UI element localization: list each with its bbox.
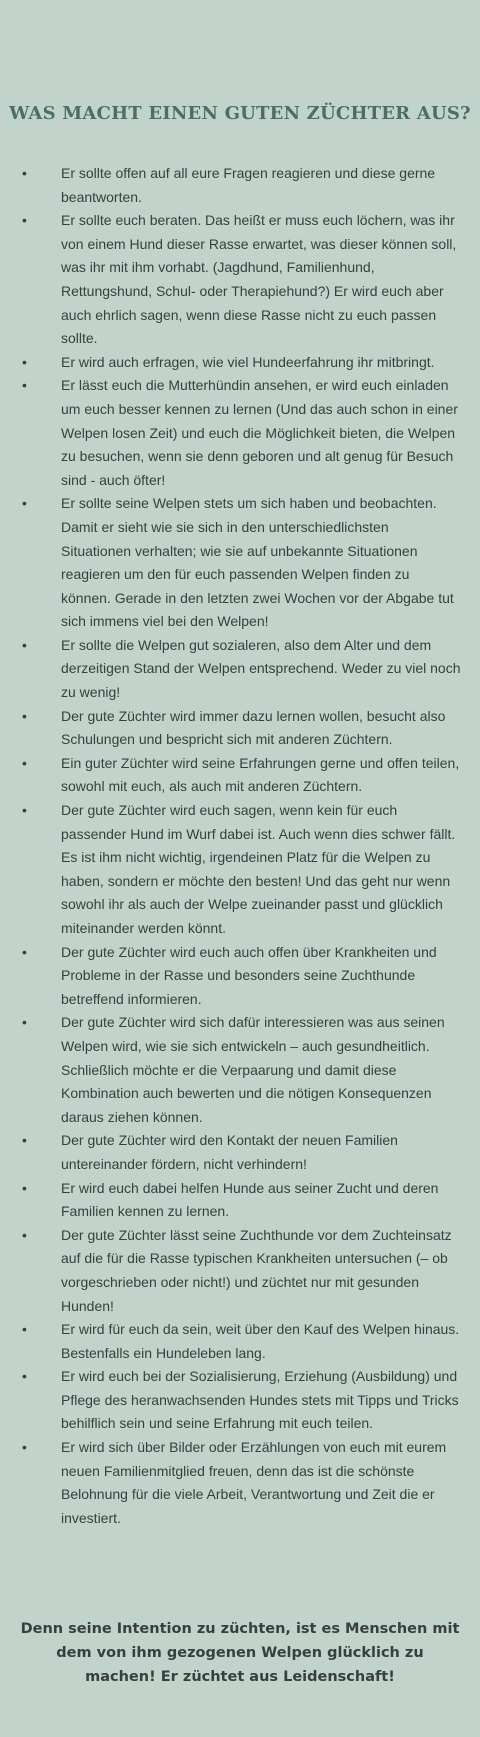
list-item-text: Er wird euch dabei helfen Hunde aus seiner Zucht und deren Familien kennen zu lernen. [61, 1179, 439, 1220]
bullet-icon: • [22, 1321, 27, 1338]
list-item [0, 492, 480, 634]
bullet-icon: • [22, 495, 27, 512]
list-item-text: Er wird sich über Bilder oder Erzählungen von euch mit eurem neuen Familienmitglied freuen, denn das ist die schönste Belohnung für die viele Arbeit, Verantwortung und Zeit die er investiert. [61, 1439, 447, 1526]
list-item [0, 1177, 480, 1224]
bullet-icon: • [22, 1368, 27, 1385]
list-item-text: Er sollte die Welpen gut sozialeren, also dem Alter und dem derzeitigen Stand der Welpen entsprechend. Weder zu viel noch zu wenig! [61, 636, 461, 701]
list-item [0, 705, 480, 752]
list-item [0, 1011, 480, 1129]
list-item-text: Der gute Züchter wird euch auch offen über Krankheiten und Probleme in der Rasse und besonders seine Zuchthunde betreffend informieren. [61, 943, 437, 1007]
list-item [0, 941, 480, 1012]
bullet-icon: • [22, 1014, 27, 1031]
bullet-icon: • [22, 636, 27, 653]
list-item-text: Ein guter Züchter wird seine Erfahrungen gerne und offen teilen, sowohl mit euch, als auch mit anderen Züchtern. [61, 754, 460, 795]
list-item [0, 1365, 480, 1436]
list-item [0, 374, 480, 492]
list-item [0, 1224, 480, 1318]
criteria-list [0, 162, 480, 1530]
list-item-text: Er wird für euch da sein, weit über den Kauf des Welpen hinaus. Bestenfalls ein Hundeleben lang. [61, 1321, 460, 1361]
list-item [0, 752, 480, 799]
bullet-icon: • [22, 377, 27, 394]
list-item [0, 634, 480, 705]
bullet-icon: • [22, 1132, 27, 1149]
list-item [0, 1318, 480, 1365]
list-item-text: Er wird auch erfragen, wie viel Hundeerfahrung ihr mitbringt. [61, 353, 435, 370]
list-item [0, 1436, 480, 1530]
list-item-text: Er wird euch bei der Sozialisierung, Erziehung (Ausbildung) und Pflege des heranwachsenden Hundes stets mit Tipps und Tricks behilflich sein und seine Erfahrung mit euch teilen. [61, 1368, 459, 1432]
list-item-text: Der gute Züchter wird immer dazu lernen wollen, besucht also Schulungen und bespricht sich mit anderen Züchtern. [61, 707, 446, 748]
list-item [0, 209, 480, 351]
list-item-text: Der gute Züchter wird sich dafür interessieren was aus seinen Welpen wird, wie sie sich entwickeln – auch gesundheitlich. Schließlich möchte er die Verpaarung und damit diese Kombination auch bewerten und die nötigen Konsequenzen daraus ziehen können. [61, 1014, 445, 1125]
list-item-text: Er sollte seine Welpen stets um sich haben und beobachten. Damit er sieht wie sie sich in den unterschiedlichsten Situationen verhalten; wie sie auf unbekannte Situationen reagieren um den für euch passenden Welpen finden zu können. Gerade in den letzten zwei Wochen vor der Abgabe tut sich immens viel bei den Welpen! [61, 495, 454, 630]
bullet-icon: • [22, 165, 27, 181]
list-item [0, 799, 480, 941]
list-item-text: Der gute Züchter lässt seine Zuchthunde vor dem Zuchteinsatz auf die für die Rasse typischen Krankheiten untersuchen (– ob vorgeschrieben oder nicht!) und züchtet nur mit gesunden Hunden! [61, 1226, 452, 1314]
list-item [0, 1129, 480, 1176]
list-item-text: Er sollte offen auf all eure Fragen reagieren und diese gerne beantworten. [61, 165, 436, 205]
bullet-icon: • [22, 1439, 27, 1456]
list-item-text: Der gute Züchter wird euch sagen, wenn kein für euch passender Hund im Wurf dabei ist. Auch wenn dies schwer fällt. Es ist ihm nicht wichtig, irgendeinen Platz für die Welpen zu haben, sondern er möchte den besten! Und das geht nur wenn sowohl ihr als auch der Welpe zueinander passt und glücklich miteinander werden könnt. [61, 802, 456, 936]
bullet-icon: • [22, 353, 27, 370]
closing-statement: Denn seine Intention zu züchten, ist es Menschen mit dem von ihm gezogenen Welpen glücklich zu machen! Er züchtet aus Leidenschaft! [20, 1621, 460, 1685]
list-item [0, 162, 480, 209]
bullet-icon: • [22, 1226, 27, 1243]
bullet-icon: • [22, 754, 27, 771]
bullet-icon: • [22, 802, 27, 819]
page-title: WAS MACHT EINEN GUTEN ZÜCHTER AUS? [9, 103, 471, 124]
bullet-icon: • [22, 943, 27, 960]
bullet-icon: • [22, 1179, 27, 1196]
list-item-text: Er sollte euch beraten. Das heißt er muss euch löchern, was ihr von einem Hund dieser Rasse erwartet, was dieser können soll, was ihr mit ihm vorhabt. (Jagdhund, Familienhund, Rettungshund, Schul- oder Therapiehund?) Er wird euch aber auch ehrlich sagen, wenn diese Rasse nicht zu euch passen sollte. [61, 212, 457, 347]
list-item [0, 351, 480, 375]
list-item-text: Er lässt euch die Mutterhündin ansehen, er wird euch einladen um euch besser kennen zu lernen (Und das auch schon in einer Welpen losen Zeit) und euch die Möglichkeit bieten, die Welpen zu besuchen, wenn sie denn geboren und alt genug für Besuch sind - auch öfter! [61, 377, 458, 488]
bullet-icon: • [22, 212, 27, 229]
bullet-icon: • [22, 707, 27, 724]
list-item-text: Der gute Züchter wird den Kontakt der neuen Familien untereinander fördern, nicht verhindern! [61, 1132, 398, 1172]
